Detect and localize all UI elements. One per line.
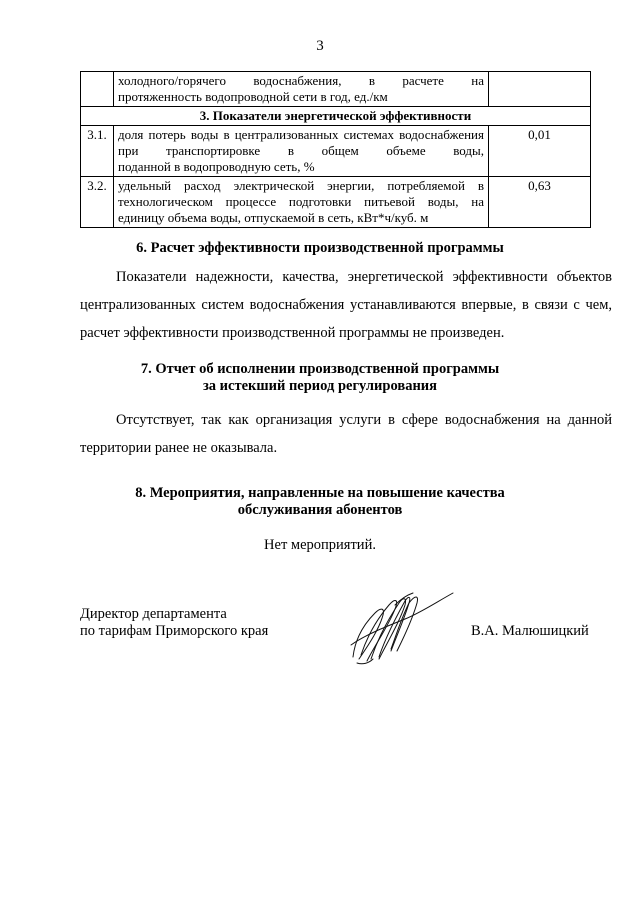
- row-description: [114, 177, 489, 228]
- signer-title-line: Директор департамента: [80, 606, 227, 622]
- row-number: 3.1.: [81, 126, 114, 177]
- section-7-heading-line2: за истекший период регулирования: [202, 378, 438, 394]
- section-8-heading-line1: 8. Мероприятия, направленные на повышение качества: [135, 485, 505, 501]
- paragraph-text: Показатели надежности, качества, энергетической эффективности объектов централизованных систем водоснабжения устанавливаются впервые, в связи с чем, расчет эффективности производственной программы не произведен.: [80, 269, 612, 341]
- section-7-heading-line1: 7. Отчет об исполнении производственной программы: [140, 361, 500, 377]
- signer-title-line: по тарифам Приморского края: [80, 623, 269, 639]
- section-7-text: [80, 406, 612, 462]
- row-value: 0,01: [489, 126, 591, 177]
- row-value: [489, 72, 591, 107]
- section-6-heading: 6. Расчет эффективности производственной программы: [136, 240, 504, 256]
- row-description-text: доля потерь воды в централизованных системах водоснабжения при транспортировке в общем объеме воды,: [118, 127, 484, 158]
- signer-name: В.А. Малюшицкий: [471, 623, 589, 639]
- indicators-table: [80, 71, 591, 228]
- section-8-text: Нет мероприятий.: [264, 537, 376, 553]
- row-number: [81, 72, 114, 107]
- row-description-line: холодного/горячего водоснабжения, в расчете на: [118, 73, 484, 88]
- table-section-row: [81, 107, 591, 126]
- row-description-text: удельный расход электрической энергии, потребляемой в технологическом процессе подготовки питьевой воды, на: [118, 178, 484, 209]
- row-description-line: поданной в водопроводную сеть, %: [118, 159, 315, 174]
- row-number: 3.2.: [81, 177, 114, 228]
- page-number: 3: [316, 38, 324, 54]
- row-description: [114, 126, 489, 177]
- table-row: [81, 177, 591, 228]
- row-value: 0,63: [489, 177, 591, 228]
- table-row: [81, 72, 591, 107]
- row-description-line: единицу объема воды, отпускаемой в сеть, кВт*ч/куб. м: [118, 210, 429, 225]
- section-8-heading-line2: обслуживания абонентов: [237, 502, 403, 518]
- handwritten-signature: [345, 585, 455, 670]
- paragraph-text: Отсутствует, так как организация услуги в сфере водоснабжения на данной территории ранее не оказывала.: [80, 412, 612, 456]
- table-row: [81, 126, 591, 177]
- row-description: [114, 72, 489, 107]
- signer-title: [80, 606, 268, 640]
- row-description-line: протяженность водопроводной сети в год, ед./км: [118, 89, 388, 104]
- table-section-title: 3. Показатели энергетической эффективности: [81, 107, 591, 126]
- section-6-text: [80, 263, 612, 347]
